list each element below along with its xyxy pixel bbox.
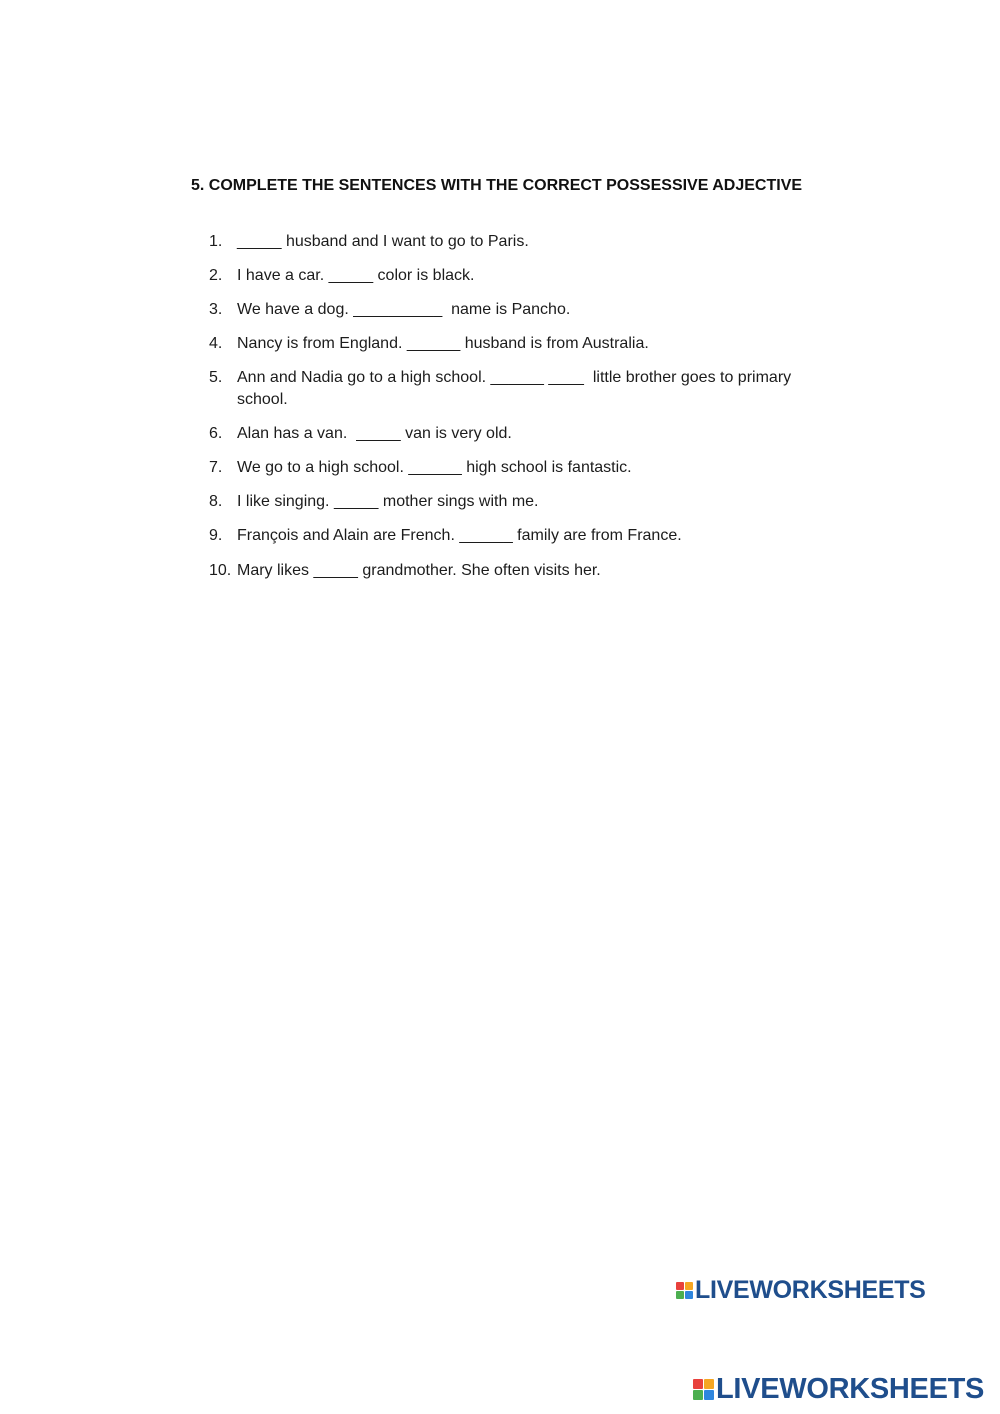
item-text: Alan has a van. _____ van is very old.: [237, 425, 512, 442]
item-text: Mary likes _____ grandmother. She often visits her.: [237, 562, 601, 579]
exercise-item: [209, 231, 809, 253]
exercise-item: [209, 299, 809, 321]
item-number: 4.: [209, 335, 223, 352]
item-text: We go to a high school. ______ high school is fantastic.: [237, 459, 632, 476]
item-text: I like singing. _____ mother sings with me.: [237, 493, 539, 510]
item-text: François and Alain are French. ______ family are from France.: [237, 527, 682, 544]
item-text: We have a dog. __________ name is Pancho.: [237, 301, 571, 318]
exercise-title: 5. COMPLETE THE SENTENCES WITH THE CORRECT POSSESSIVE ADJECTIVE: [191, 177, 803, 194]
exercise-item: [209, 491, 809, 513]
item-text: _____ husband and I want to go to Paris.: [237, 233, 529, 250]
exercise-item: [209, 423, 809, 445]
exercise-item: [209, 525, 809, 547]
item-number: 1.: [209, 233, 223, 250]
item-number: 2.: [209, 267, 223, 284]
item-number: 3.: [209, 301, 223, 318]
exercise-item: [209, 333, 809, 355]
liveworksheets-logo-icon: [693, 1379, 714, 1400]
liveworksheets-logo: [676, 1276, 926, 1305]
exercise-item: [209, 457, 809, 479]
item-number: 8.: [209, 493, 223, 510]
exercise-item: [209, 560, 809, 582]
item-text: Nancy is from England. ______ husband is from Australia.: [237, 335, 649, 352]
item-text: Ann and Nadia go to a high school. ______ ____ little brother goes to primary school.: [237, 369, 796, 408]
item-number: 10.: [209, 562, 232, 579]
item-number: 9.: [209, 527, 223, 544]
liveworksheets-wordmark: LIVEWORKSHEETS: [716, 1373, 985, 1405]
liveworksheets-wordmark: LIVEWORKSHEETS: [695, 1276, 926, 1304]
item-text: I have a car. _____ color is black.: [237, 267, 475, 284]
exercise-item: [209, 265, 809, 287]
liveworksheets-logo: [693, 1373, 984, 1406]
exercise-item: [209, 367, 809, 411]
liveworksheets-logo-icon: [676, 1282, 693, 1299]
item-number: 6.: [209, 425, 223, 442]
item-number: 5.: [209, 369, 223, 386]
item-number: 7.: [209, 459, 223, 476]
